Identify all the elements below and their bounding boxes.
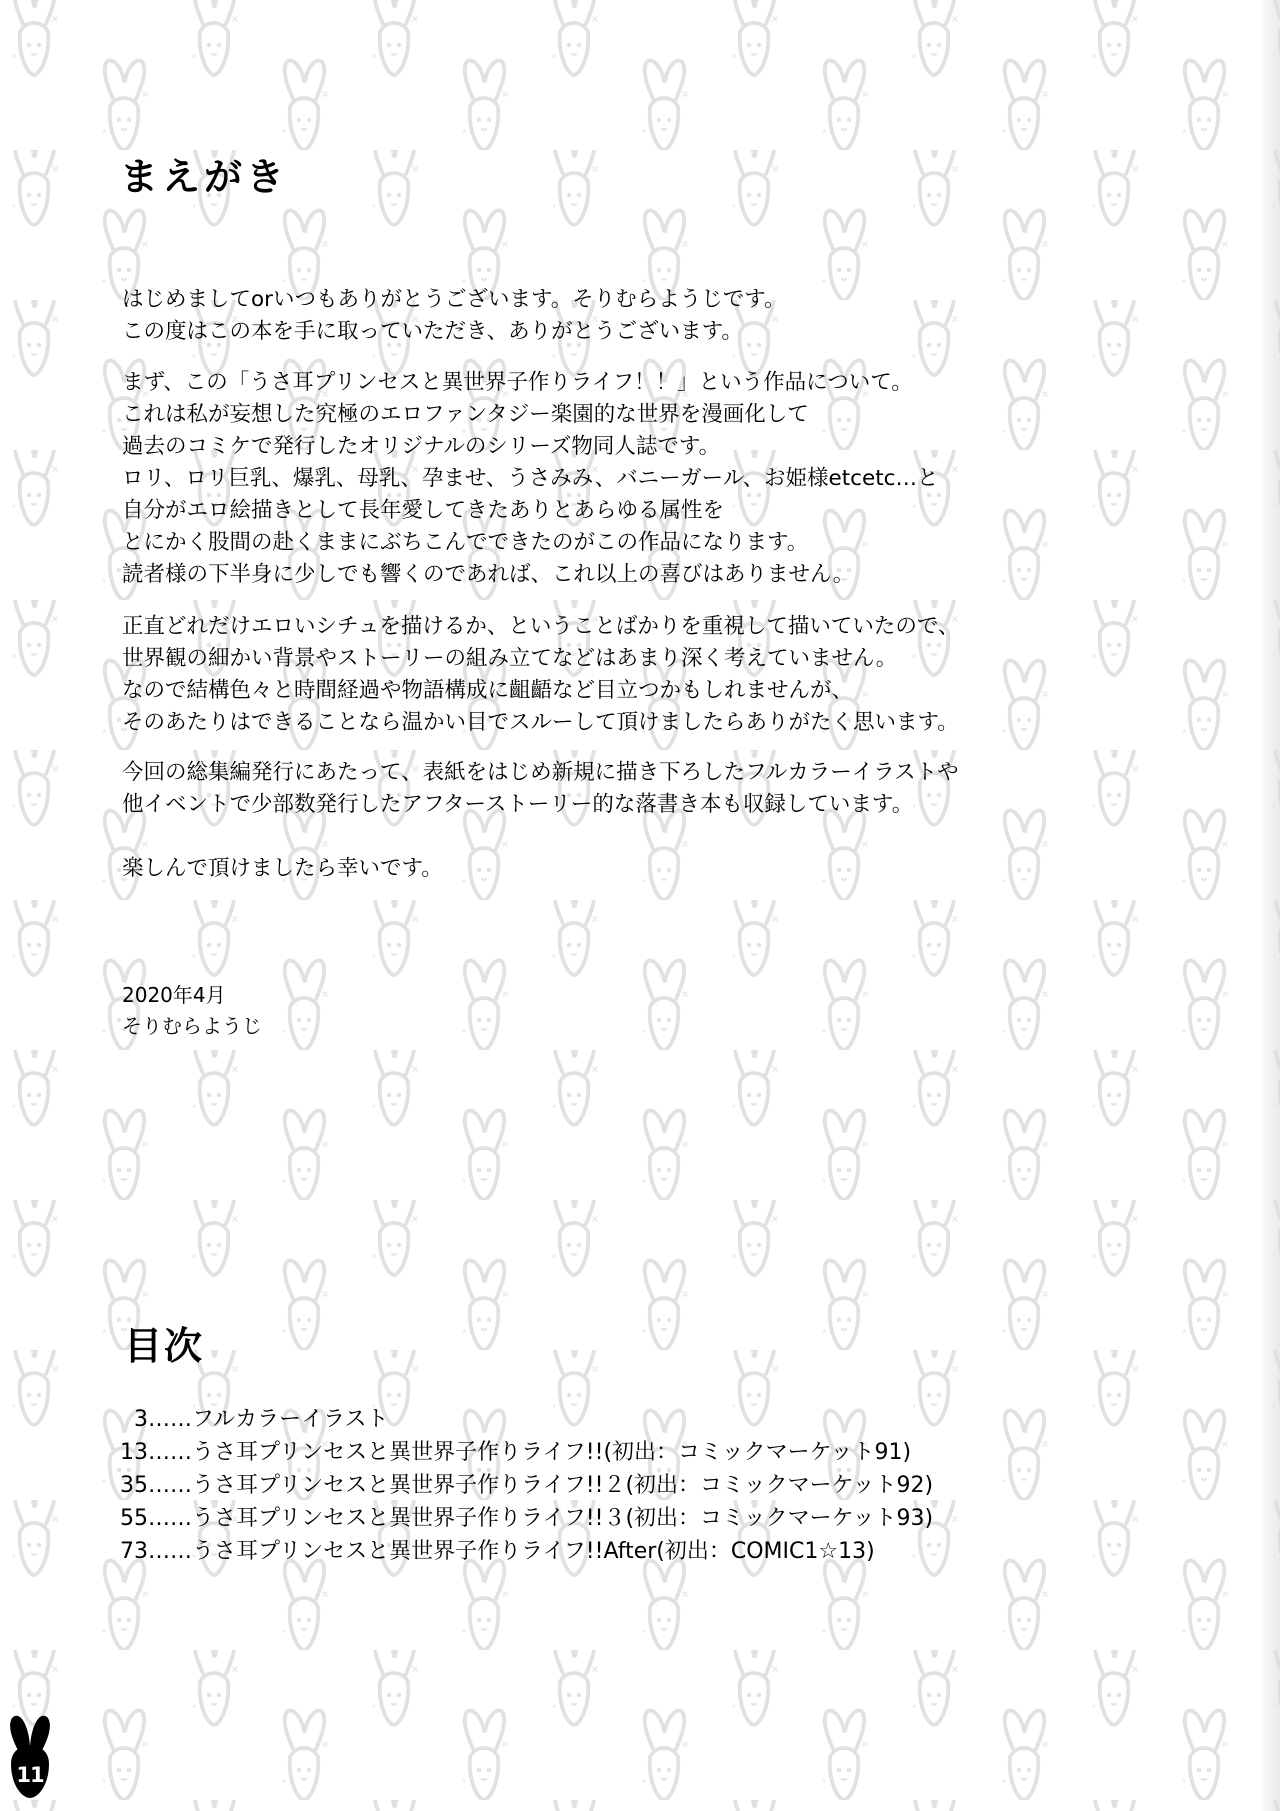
intro-line: 他イベントで少部数発行したアフターストーリー的な落書き本も収録しています。	[122, 792, 914, 817]
toc-page-number: 13	[120, 1440, 148, 1465]
intro-line: 楽しんで頂けましたら幸いです。	[122, 856, 443, 881]
toc-dots: ……	[148, 1473, 192, 1498]
toc-row	[120, 1535, 933, 1568]
toc-row	[120, 1502, 933, 1535]
intro-line: 過去のコミケで発行したオリジナルのシリーズ物同人誌です。	[122, 434, 721, 459]
intro-paragraph-2	[122, 367, 938, 591]
bunny-page-marker-icon	[3, 1714, 57, 1800]
preface-title: まえがき	[120, 155, 289, 199]
toc-dots: ……	[148, 1440, 192, 1465]
intro-line: 自分がエロ絵描きとして長年愛してきたありとあらゆる属性を	[122, 498, 725, 523]
author-name: そりむらようじ	[122, 1014, 262, 1038]
toc-row	[120, 1403, 933, 1436]
intro-paragraph-4	[122, 757, 959, 821]
table-of-contents	[120, 1403, 933, 1568]
toc-entry-label: うさ耳プリンセスと異世界子作りライフ!!２(初出：コミックマーケット92)	[192, 1473, 934, 1498]
intro-line: これは私が妄想した究極のエロファンタジー楽園的な世界を漫画化して	[122, 402, 809, 427]
intro-line: そのあたりはできることなら温かい目でスルーして頂けましたらありがたく思います。	[122, 710, 959, 735]
intro-line: この度はこの本を手に取っていただき、ありがとうございます。	[122, 319, 743, 344]
intro-paragraph-1	[122, 284, 786, 348]
toc-page-number: 55	[120, 1506, 148, 1531]
toc-entry-label: フルカラーイラスト	[192, 1407, 389, 1432]
toc-entry-label: うさ耳プリンセスと異世界子作りライフ!!(初出：コミックマーケット91)	[192, 1440, 912, 1465]
toc-dots: ……	[148, 1539, 192, 1564]
intro-line: ロリ、ロリ巨乳、爆乳、母乳、孕ませ、うさみみ、バニーガール、お姫様etcetc…と	[122, 466, 939, 491]
toc-page-number: 35	[120, 1473, 148, 1498]
toc-entry-label: うさ耳プリンセスと異世界子作りライフ!!３(初出：コミックマーケット93)	[192, 1506, 934, 1531]
toc-page-number: 3	[134, 1407, 148, 1432]
intro-line: とにかく股間の赴くままにぶちこんでできたのがこの作品になります。	[122, 530, 809, 555]
intro-line: 読者様の下半身に少しでも響くのであれば、これ以上の喜びはありません。	[122, 562, 855, 587]
toc-entry-label: うさ耳プリンセスと異世界子作りライフ!!After(初出：COMIC1☆13)	[192, 1539, 875, 1564]
table-of-contents-title: 目次	[124, 1324, 205, 1368]
toc-dots: ……	[148, 1407, 192, 1432]
intro-line: 正直どれだけエロいシチュを描けるか、ということばかりを重視して描いていたので、	[122, 614, 960, 639]
intro-line: 今回の総集編発行にあたって、表紙をはじめ新規に描き下ろしたフルカラーイラストや	[122, 760, 959, 785]
intro-line: まず、この「うさ耳プリンセスと異世界子作りライフ！！」という作品について。	[122, 370, 913, 395]
intro-line: なので結構色々と時間経過や物語構成に齟齬など目立つかもしれませんが、	[122, 678, 854, 703]
signature-block	[122, 980, 262, 1042]
toc-dots: ……	[148, 1506, 192, 1531]
intro-line: はじめましてorいつもありがとうございます。そりむらようじです。	[122, 287, 786, 312]
intro-line: 世界観の細かい背景やストーリーの組み立てなどはあまり深く考えていません。	[122, 646, 898, 671]
toc-row	[120, 1469, 933, 1502]
toc-page-number: 73	[120, 1539, 148, 1564]
page-number: 11	[16, 1763, 44, 1787]
date-text: 2020年4月	[122, 983, 226, 1007]
intro-paragraph-3	[122, 611, 959, 739]
page-number-marker	[3, 1714, 57, 1800]
intro-paragraph-5	[122, 853, 443, 885]
toc-row	[120, 1436, 933, 1469]
